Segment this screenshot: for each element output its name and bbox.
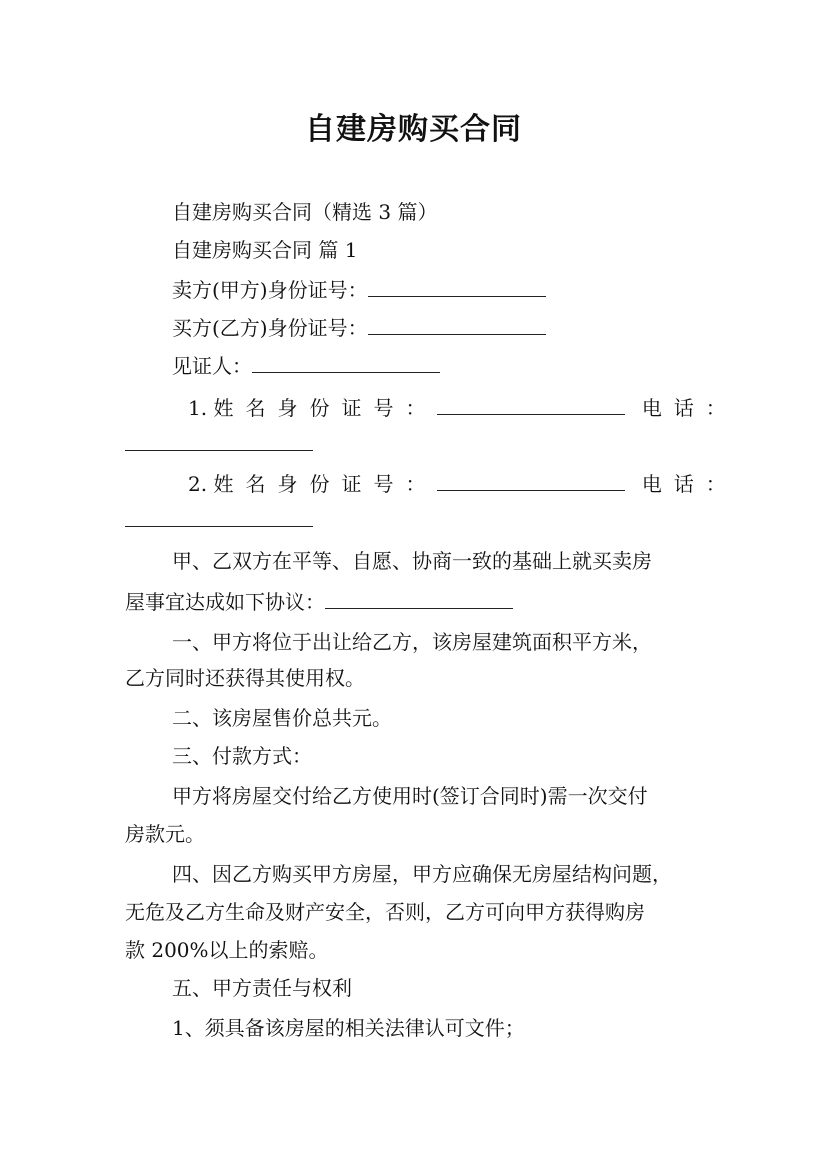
clause1-line-1: 一、甲方将位于出让给乙方，该房屋建筑面积平方米， [172, 630, 652, 654]
witness2-phone-row [125, 508, 313, 532]
clause4-line-2: 无危及乙方生命及财产安全，否则，乙方可向甲方获得购房 [125, 900, 645, 924]
witness1-phone-label: 电话： [641, 396, 738, 420]
clause5: 五、甲方责任与权利 [172, 976, 352, 1000]
witness2-index: 2. [188, 472, 208, 496]
clause4-line-3: 款 200%以上的索赔。 [125, 938, 329, 962]
witness-blank [252, 354, 440, 373]
clause2: 二、该房屋售价总共元。 [172, 706, 392, 730]
section-heading: 自建房购买合同 篇 1 [172, 238, 358, 262]
seller-id-row [172, 278, 546, 302]
intro-line-2-row [125, 590, 513, 614]
buyer-id-row [172, 316, 546, 340]
witness2-row [188, 472, 738, 496]
intro-blank [325, 590, 513, 609]
intro-line-2: 屋事宜达成如下协议： [125, 590, 325, 614]
witness2-id-blank [437, 472, 625, 491]
witness-label: 见证人： [172, 354, 252, 378]
witness1-row [188, 396, 738, 420]
witness2-name-label: 姓名身份证号： [213, 472, 438, 496]
buyer-id-blank [368, 316, 546, 335]
intro-line-1: 甲、乙双方在平等、自愿、协商一致的基础上就买卖房 [172, 549, 652, 573]
witness1-id-blank [437, 396, 625, 415]
witness-row [172, 354, 440, 378]
clause3-detail-line-2: 房款元。 [125, 822, 205, 846]
clause1-line-2: 乙方同时还获得其使用权。 [125, 666, 365, 690]
witness1-name-label: 姓名身份证号： [213, 396, 438, 420]
clause5-item-1: 1、须具备该房屋的相关法律认可文件； [172, 1016, 525, 1040]
witness1-phone-blank [125, 432, 313, 451]
clause3-detail-line-1: 甲方将房屋交付给乙方使用时(签订合同时)需一次交付 [172, 784, 648, 808]
buyer-id-label: 买方(乙方)身份证号： [172, 316, 368, 340]
clause3: 三、付款方式： [172, 744, 312, 768]
witness2-phone-blank [125, 508, 313, 527]
witness1-phone-row [125, 432, 313, 456]
seller-id-label: 卖方(甲方)身份证号： [172, 278, 368, 302]
document-subtitle: 自建房购买合同（精选 3 篇） [172, 200, 438, 224]
witness1-index: 1. [188, 396, 208, 420]
document-title: 自建房购买合同 [305, 112, 522, 147]
witness2-phone-label: 电话： [641, 472, 738, 496]
clause4-line-1: 四、因乙方购买甲方房屋，甲方应确保无房屋结构问题， [172, 862, 672, 886]
seller-id-blank [368, 278, 546, 297]
